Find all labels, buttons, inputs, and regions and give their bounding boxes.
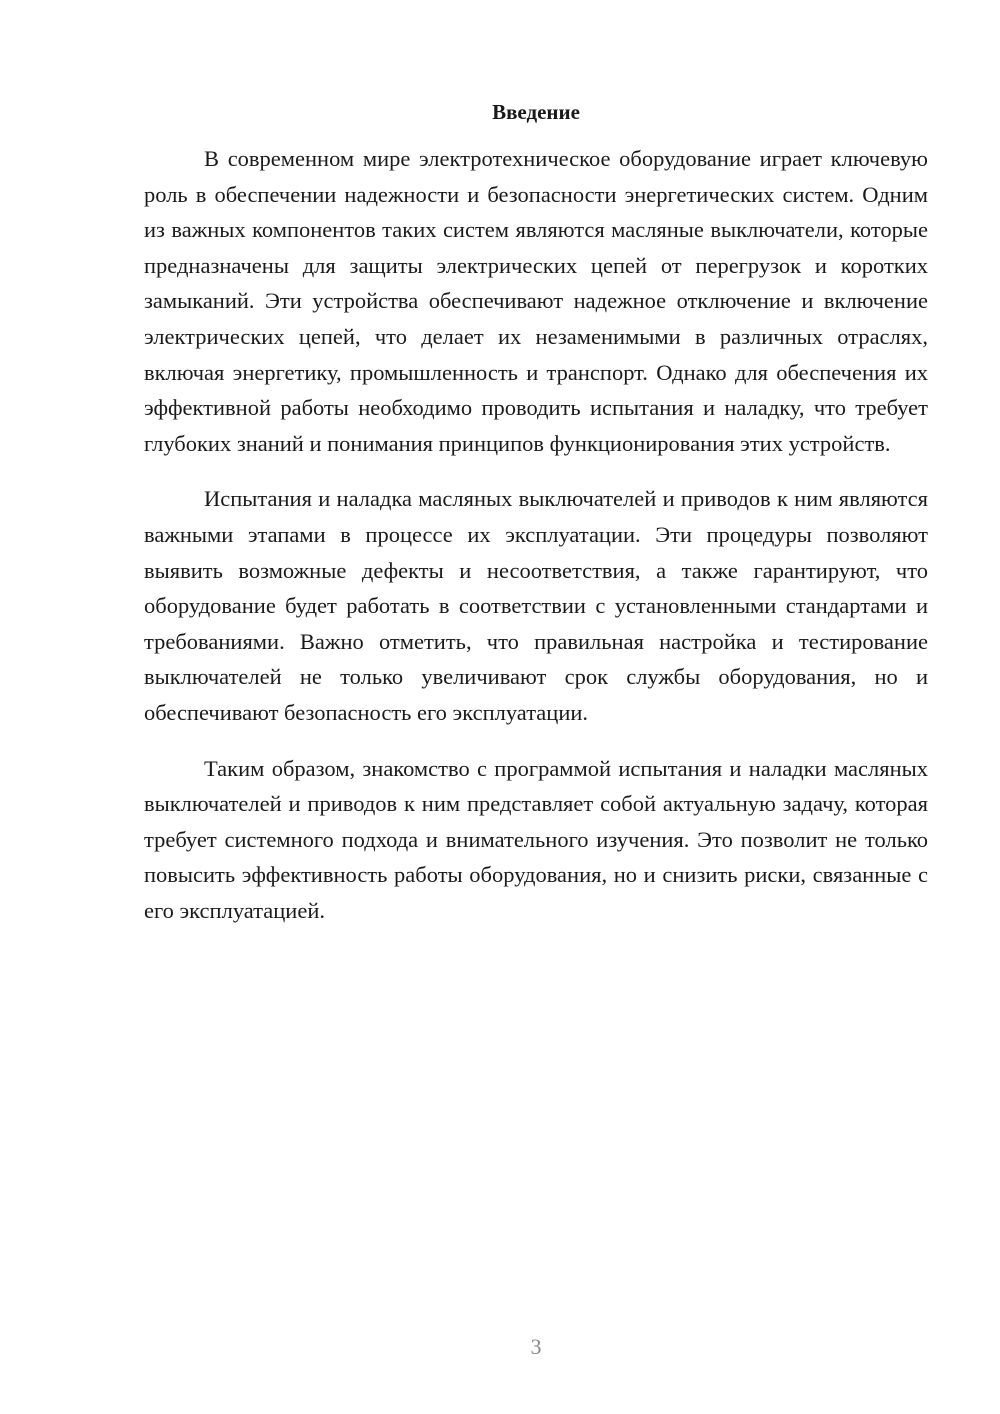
paragraph-conclusion: Таким образом, знакомство с программой испытания и наладки масляных выключателей и приводов к ним представляет собой актуальную задачу, которая требует системного подхода и внимательного изучения. Это позволит не только повысить эффективность работы оборудования, но и снизить риски, связанные с его эксплуатацией. [144, 755, 928, 923]
page-heading: Введение [492, 100, 580, 124]
page-number: 3 [530, 1334, 542, 1359]
body-text [144, 141, 928, 928]
paragraph-intro: В современном мире электротехническое оборудование играет ключевую роль в обеспечении надежности и безопасности энергетических систем. Одним из важных компонентов таких систем являются масляные выключатели, которые предназначены для защиты электрических цепей от перегрузок и коротких замыканий. Эти устройства обеспечивают надежное отключение и включение электрических цепей, что делает их незаменимыми в различных отраслях, включая энергетику, промышленность и транспорт. Однако для обеспечения их эффективной работы необходимо проводить испытания и наладку, что требует глубоких знаний и понимания принципов функционирования этих устройств. [144, 146, 928, 456]
paragraph-testing: Испытания и наладка масляных выключателей и приводов к ним являются важными этапами в процессе их эксплуатации. Эти процедуры позволяют выявить возможные дефекты и несоответствия, а также гарантируют, что оборудование будет работать в соответствии с установленными стандартами и требованиями. Важно отметить, что правильная настройка и тестирование выключателей не только увеличивают срок службы оборудования, но и обеспечивают безопасность его эксплуатации. [144, 486, 928, 725]
